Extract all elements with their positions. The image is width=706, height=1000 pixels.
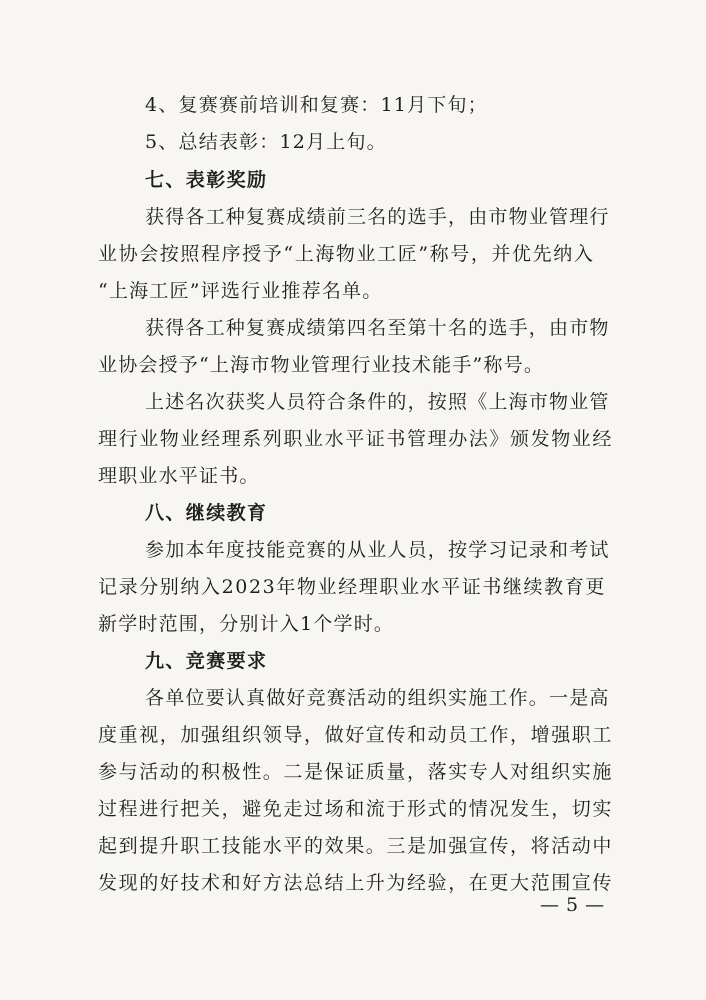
paragraph-line: 参加本年度技能竞赛的从业人员，按学习记录和考试 [145, 539, 610, 561]
schedule-item-4: 4、复赛赛前培训和复赛：11月下旬； [145, 94, 488, 116]
paragraph-line: “上海工匠”评选行业推荐名单。 [98, 280, 383, 302]
paragraph-line: 度重视，加强组织领导，做好宣传和动员工作，增强职工 [98, 724, 614, 746]
paragraph-line: 上述名次获奖人员符合条件的，按照《上海市物业管 [145, 391, 610, 413]
section-heading-7: 七、表彰奖励 [145, 169, 268, 191]
paragraph-line: 起到提升职工技能水平的效果。三是加强宣传，将活动中 [98, 835, 614, 857]
page-number: — 5 — [540, 894, 605, 916]
paragraph-line: 获得各工种复赛成绩前三名的选手，由市物业管理行 [145, 206, 610, 228]
paragraph-line: 业协会授予“上海市物业管理行业技术能手”称号。 [98, 354, 545, 376]
paragraph-line: 过程进行把关，避免走过场和流于形式的情况发生，切实 [98, 798, 614, 820]
schedule-item-5: 5、总结表彰：12月上旬。 [145, 131, 387, 153]
paragraph-line: 获得各工种复赛成绩第四名至第十名的选手，由市物 [145, 317, 610, 339]
paragraph-line: 各单位要认真做好竞赛活动的组织实施工作。一是高 [145, 687, 610, 709]
section-heading-9: 九、竞赛要求 [145, 650, 268, 672]
paragraph-line: 新学时范围，分别计入1个学时。 [98, 613, 395, 635]
paragraph-line: 记录分别纳入2023年物业经理职业水平证书继续教育更 [98, 576, 606, 598]
paragraph-line: 参与活动的积极性。二是保证质量，落实专人对组织实施 [98, 761, 614, 783]
section-heading-8: 八、继续教育 [145, 502, 268, 524]
paragraph-line: 理行业物业经理系列职业水平证书管理办法》颁发物业经 [98, 428, 614, 450]
paragraph-line: 发现的好技术和好方法总结上升为经验，在更大范围宣传 [98, 872, 614, 894]
paragraph-line: 业协会按照程序授予“上海物业工匠”称号，并优先纳入 [98, 243, 595, 265]
paragraph-line: 理职业水平证书。 [98, 465, 260, 487]
